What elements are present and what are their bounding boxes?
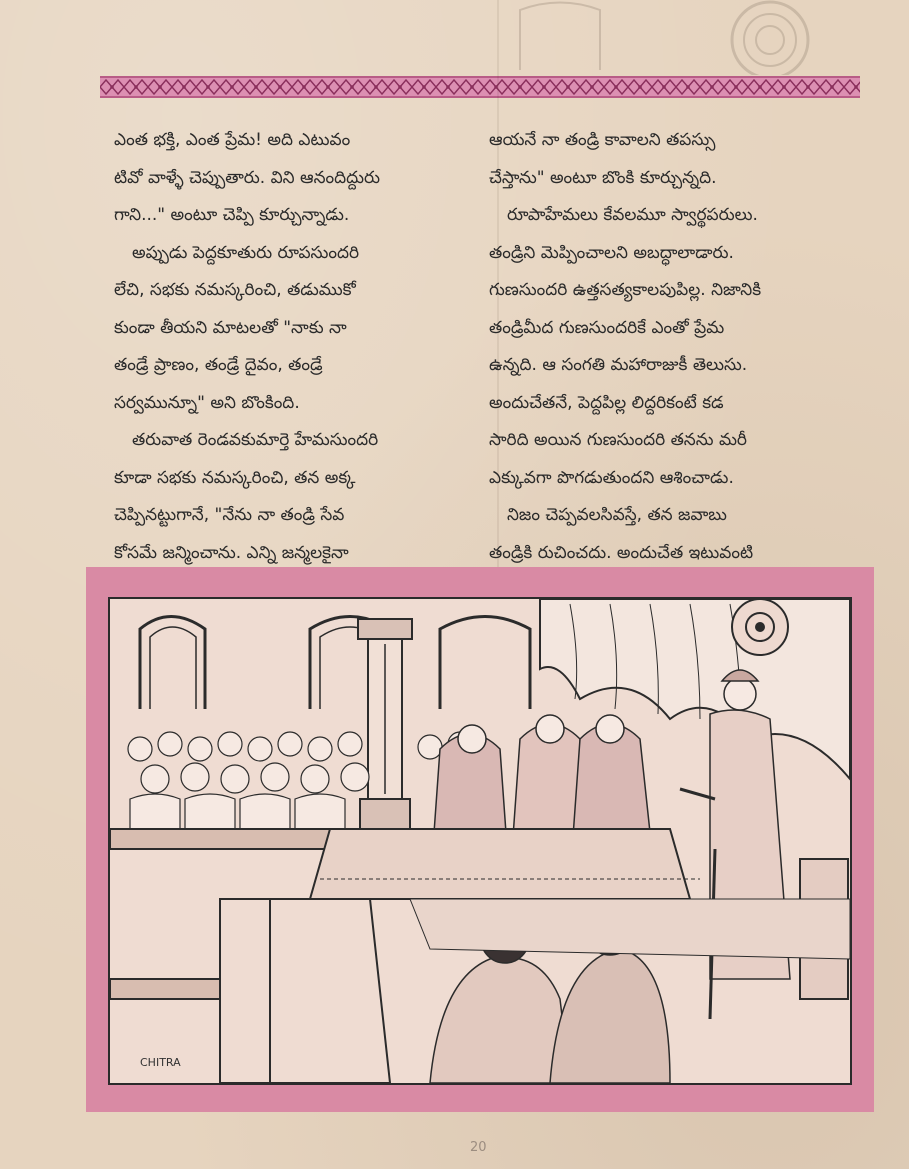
text-line: చెప్పినట్టుగానే, "నేను నా తండ్రి సేవ (114, 505, 345, 525)
text-line: అందుచేతనే, పెద్దపిల్ల లిద్దరికంటే కడ (489, 392, 724, 413)
text-line: లేచి, సభకు నమస్కరించి, తడుముకో (114, 280, 356, 300)
text-line: ఎంత భక్తి, ఎంత ప్రేమ! అది ఎటువం (114, 130, 351, 150)
text-line: కుండా తీయని మాటలతో "నాకు నా (114, 317, 347, 338)
royal-dais (310, 829, 690, 899)
decorative-border-band (100, 76, 860, 98)
text-line: తండ్రికి రుచించదు. అందుచేత ఇటువంటి (489, 542, 754, 563)
text-line: ఉన్నది. ఆ సంగతి మహారాజుకీ తెలుసు. (489, 355, 748, 375)
faded-ornament-decoration (500, 0, 880, 75)
left-text-column (114, 122, 484, 572)
court-scene-illustration (108, 597, 852, 1085)
text-line: కోసమే జన్మించాను. ఎన్ని జన్మలకైనా (114, 542, 349, 563)
page-number: 20 (470, 1140, 487, 1155)
text-line: నిజం చెప్పవలసివస్తే, తన జవాబు (507, 505, 727, 525)
text-line: తరువాత రెండవకుమార్తె హేమసుందరి (132, 430, 379, 450)
text-line: అప్పుడు పెద్దకూతురు రూపసుందరి (132, 242, 360, 263)
text-line: తండ్రే ప్రాణం, తండ్రే దైవం, తండ్రే (114, 355, 323, 375)
text-line: గుణసుందరి ఉత్తసత్యకాలపుపిల్ల. నిజానికి (489, 280, 762, 300)
text-line: సర్వమున్నూ" అని బొంకింది. (114, 392, 300, 413)
text-line: తండ్రిమీద గుణసుందరికే ఎంతో ప్రేమ (489, 317, 725, 338)
text-line: టివో వాళ్ళే చెప్పుతారు. విని ఆనందిద్దురు (114, 167, 380, 188)
right-text-column (489, 122, 859, 572)
text-line: రూపాహేమలు కేవలమూ స్వార్థపరులు. (507, 205, 758, 225)
text-line: సారిది అయిన గుణసుందరి తనను మరీ (489, 430, 748, 450)
artist-signature: CHITRA (140, 1056, 181, 1069)
text-line: కూడా సభకు నమస్కరించి, తన అక్క (114, 467, 356, 488)
text-line: చేస్తాను" అంటూ బొంకి కూర్చున్నది. (489, 167, 717, 188)
illustration-frame (86, 567, 874, 1112)
text-line: ఆయనే నా తండ్రి కావాలని తపస్సు (489, 130, 716, 150)
text-line: గాని..." అంటూ చెప్పి కూర్చున్నాడు. (114, 205, 350, 225)
text-line: తండ్రిని మెప్పించాలని అబద్ధాలాడారు. (489, 242, 734, 263)
text-line: ఎక్కువగా పొగడుతుందని ఆశించాడు. (489, 467, 734, 488)
peacock-fan-ornament (732, 599, 788, 655)
